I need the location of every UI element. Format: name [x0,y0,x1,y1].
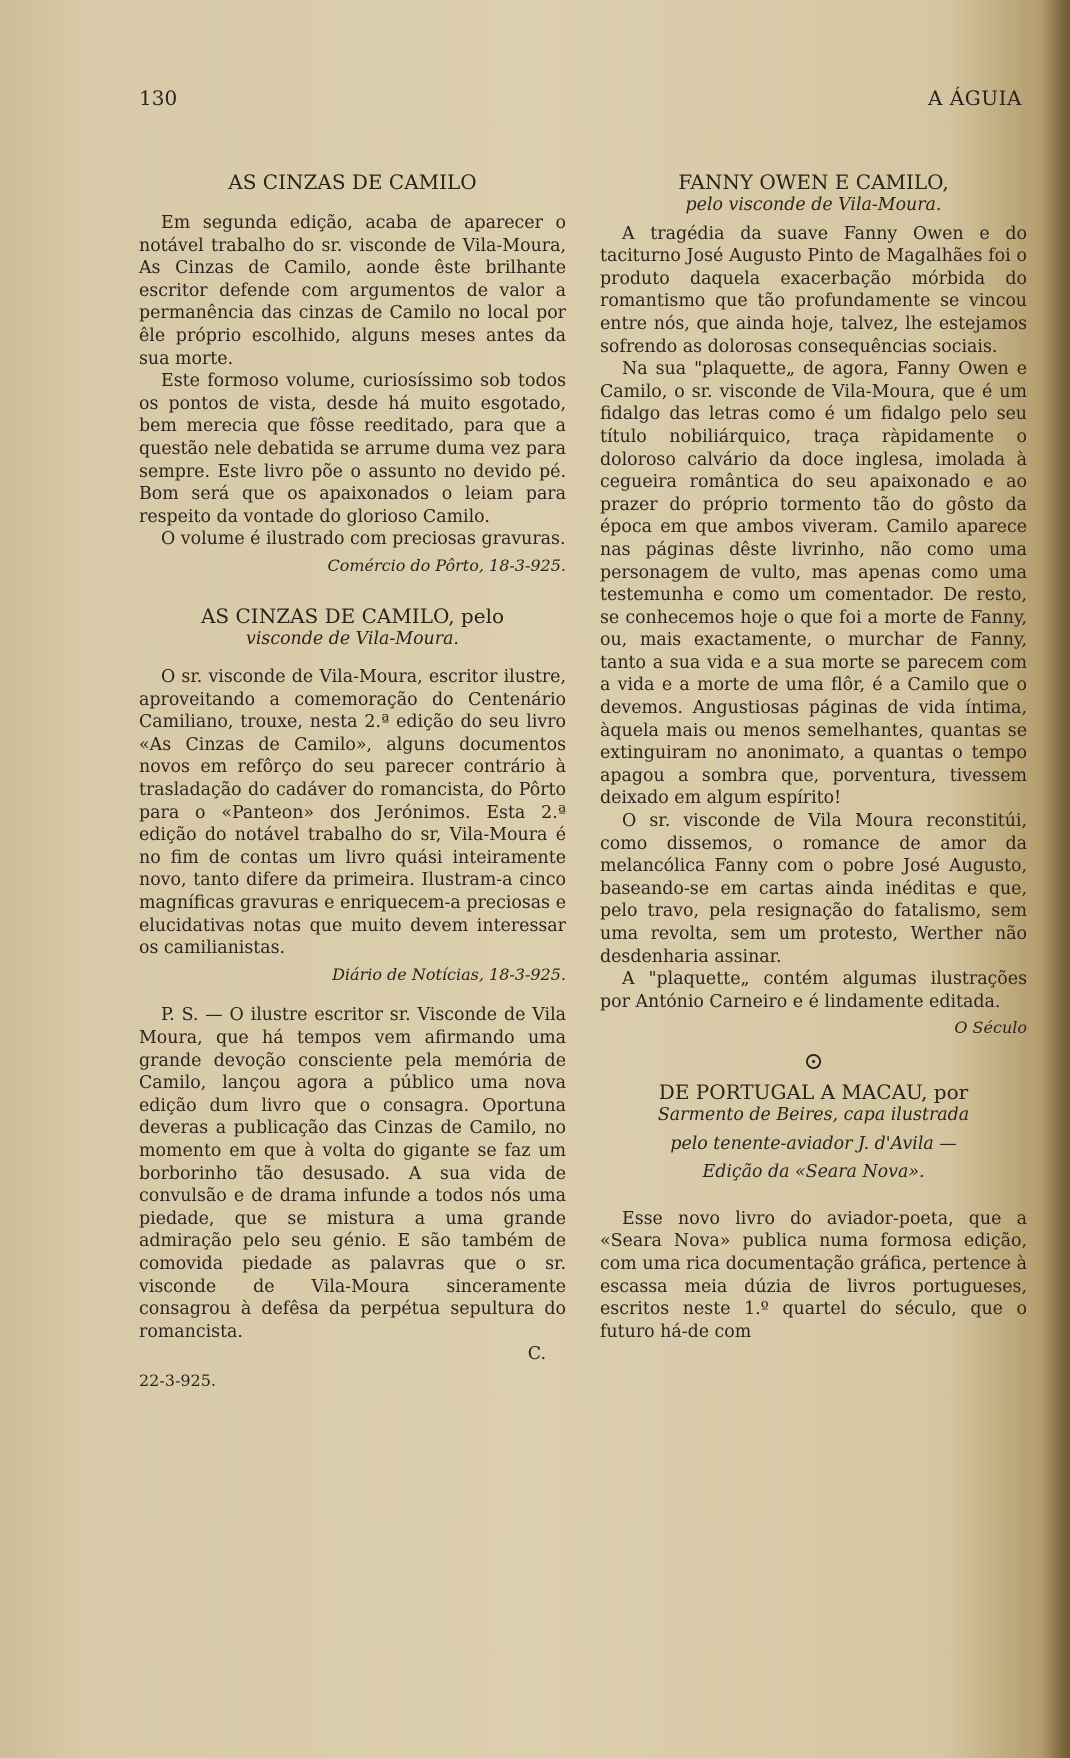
date: 22-3-925. [139,1370,216,1390]
article-cinzas-2 [139,604,566,987]
article-title: AS CINZAS DE CAMILO [228,170,477,194]
page-edge-shadow [1044,0,1070,1758]
article-subtitle: pelo visconde de Vila-Moura. [685,195,942,215]
source-citation: Diário de Notícias, 18-3-925. [332,964,566,984]
page-number: 130 [139,86,178,110]
article-subtitle-line: Sarmento de Beires, capa ilustrada [657,1104,970,1125]
article-portugal-macau [600,1080,1027,1343]
paragraph: O volume é ilustrado com preciosas gravuras. [161,529,566,550]
article-subtitle: visconde de Vila-Moura. [246,628,459,649]
article-subtitle-line: Edição da «Seara Nova». [702,1162,925,1183]
paragraph: A tragédia da suave Fanny Owen e do taciturno José Augusto Pinto de Magalhães foi o produto daquela exacerbação mórbida do romantismo que tão profundamente se vincou entre nós, que ainda hoje, talvez, lhe estejamos sofrendo as dolorosas consequências sociais. [600,223,1027,357]
article-subtitle-line: pelo tenente-aviador J. d'Avila — [670,1133,957,1154]
article-title: FANNY OWEN E CAMILO, [678,170,949,194]
paragraph: A "plaquette„ contém algumas ilustrações por António Carneiro e é lindamente editada. [600,969,1027,1012]
author-initial: C. [527,1344,546,1365]
journal-name: A ÁGUIA [928,86,1022,110]
paragraph: P. S. — O ilustre escritor sr. Visconde de Vila Moura, que há tempos vem afirmando uma grande devoção consciente pela memória de Camilo, lançou agora a público uma nova edição dum livro que o consagra. Oportuna deveras a publicação das Cinzas de Camilo, no momento em que à volta do gigante se faz um borborinho tão desusado. A sua vida de convulsão e de drama infunde a todos nós uma piedade, que se mistura a uma grande admiração pelo seu génio. E são também de comovida piedade as palavras que o sr. visconde de Vila-Moura sinceramente consagrou à defêsa da perpétua sepultura do romancista. [139,1005,566,1342]
article-cinzas-1 [139,170,566,578]
paragraph: Na sua "plaquette„ de agora, Fanny Owen e Camilo, o sr. visconde de Vila-Moura, que é um fidalgo das letras como é um fidalgo pelo seu título nobiliárquico, traça ràpidamente o doloroso calvário da doce inglesa, imolada à cegueira romântica do seu apaixonado e ao prazer do próprio tormento tão do gôsto da época em que ambos viveram. Camilo aparece nas páginas dêste livrinho, não como uma personagem de vulto, mas apenas como uma testemunha e como um comentador. De resto, se conhecemos hoje o que foi a morte de Fanny, ou, mais exactamente, o murchar de Fanny, tanto a sua vida e a sua morte se parecem com a vida e a morte de uma flôr, é a Camilo que o devemos. Angustiosas páginas de vida íntima, àquela mais ou menos semelhantes, quantas se extinguiram no anonimato, a quantas o tempo apagou a sombra que, porventura, tivessem deixado em algum espírito! [600,359,1027,809]
article-postscript [139,1004,566,1392]
article-title: AS CINZAS DE CAMILO, pelo [200,603,505,628]
paragraph: Esse novo livro do aviador-poeta, que a «Seara Nova» publica numa formosa edição, com uma rica documentação gráfica, pertence à escassa meia dúzia de livros portugueses, escritos neste 1.º quartel do século, que o futuro há-de com [600,1208,1027,1342]
paragraph: O sr. visconde de Vila-Moura, escritor ilustre, aproveitando a comemoração do Centenário Camiliano, trouxe, nesta 2.ª edição do seu livro «As Cinzas de Camilo», alguns documentos novos em refôrço do seu parecer contrário à trasladação do cadáver do romancista, do Pôrto para o «Panteon» dos Jerónimos. Esta 2.ª edição do notável trabalho do sr, Vila-Moura é no fim de contas um livro quási inteiramente novo, tanto difere da primeira. Ilustram-a cinco magníficas gravuras e enriquecem-a preciosas e elucidativas notas que muito devem interessar os camilianistas. [139,667,566,959]
running-head [0,86,1070,116]
paragraph: Em segunda edição, acaba de aparecer o notável trabalho do sr. visconde de Vila-Moura, As Cinzas de Camilo, aonde êste brilhante escritor defende com argumentos de valor a permanência das cinzas de Camilo no local por êle próprio escolhido, alguns meses antes da sua morte. [139,213,566,369]
source-citation: Comércio do Pôrto, 18-3-925. [327,555,566,575]
separator-ornament: ⊙ [803,1046,824,1075]
right-column [600,170,1027,1343]
article-fanny-owen [600,170,1027,1040]
left-column [139,170,566,1393]
paragraph: O sr. visconde de Vila Moura reconstitúi, como dissemos, o romance de amor da melancólica Fanny com o pobre José Augusto, baseando-se em cartas ainda inéditas e que, pelo travo, pela resignação do fatalismo, sem uma revolta, sem um protesto, Werther não desdenharia assinar. [600,811,1027,967]
article-title: DE PORTUGAL A MACAU, por [658,1079,969,1104]
paragraph: Este formoso volume, curiosíssimo sob todos os pontos de vista, desde há muito esgotado, bem merecia que fôsse reeditado, para que a questão nele debatida se arrume duma vez para sempre. Este livro põe o assunto no devido pé. Bom será que os apaixonados o leiam para respeito da vontade do glorioso Camilo. [139,371,566,527]
source-citation: O Século [954,1018,1027,1038]
